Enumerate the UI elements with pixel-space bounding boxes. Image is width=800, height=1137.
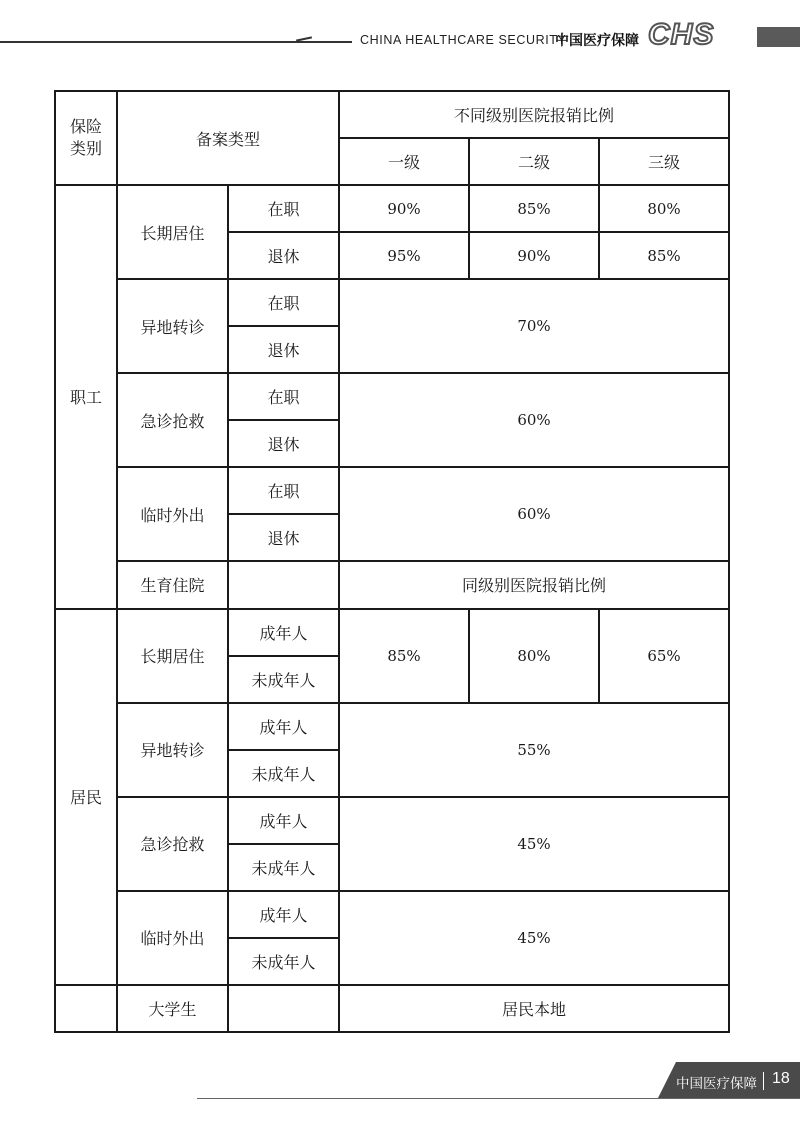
header-level-3: 三级 [599, 138, 729, 185]
resident-emergency-minor: 未成年人 [228, 844, 339, 891]
employee-emergency-employed: 在职 [228, 373, 339, 420]
header-filing-type: 备案类型 [117, 91, 339, 185]
employee-temporary-employed: 在职 [228, 467, 339, 514]
header-rule [0, 41, 352, 43]
footer-separator [763, 1072, 764, 1090]
resident-temporary-minor: 未成年人 [228, 938, 339, 985]
employee-transfer-label: 异地转诊 [117, 279, 228, 373]
student-sub [228, 985, 339, 1032]
employee-emergency-retired: 退休 [228, 420, 339, 467]
resident-long-term-level3: 65% [599, 609, 729, 703]
employee-temporary-retired: 退休 [228, 514, 339, 561]
page-number: 18 [772, 1070, 790, 1087]
resident-long-term-level1: 85% [339, 609, 469, 703]
employee-long-term-employed-level2: 85% [469, 185, 599, 232]
resident-temporary-label: 临时外出 [117, 891, 228, 985]
category-employee: 职工 [55, 185, 117, 608]
employee-emergency-label: 急诊抢救 [117, 373, 228, 467]
category-resident: 居民 [55, 609, 117, 985]
header-level-2: 二级 [469, 138, 599, 185]
employee-long-term-retired-level3: 85% [599, 232, 729, 279]
resident-transfer-minor: 未成年人 [228, 750, 339, 797]
resident-emergency-value: 45% [339, 797, 729, 891]
resident-transfer-value: 55% [339, 703, 729, 797]
resident-temporary-value: 45% [339, 891, 729, 985]
employee-maternity-value: 同级别医院报销比例 [339, 561, 729, 608]
resident-long-term-minor: 未成年人 [228, 656, 339, 703]
footer-publication: 中国医疗保障 [676, 1076, 757, 1092]
footer-rule [197, 1098, 800, 1099]
header-level-1: 一级 [339, 138, 469, 185]
reimbursement-table [54, 90, 730, 1033]
employee-maternity-sub [228, 561, 339, 608]
header-insurance-type: 保险 类别 [55, 91, 117, 185]
header-corner-block [757, 27, 800, 47]
resident-long-term-adult: 成年人 [228, 609, 339, 656]
resident-long-term-level2: 80% [469, 609, 599, 703]
header-english-title: CHINA HEALTHCARE SECURITY [360, 33, 567, 47]
employee-emergency-value: 60% [339, 373, 729, 467]
resident-long-term-label: 长期居住 [117, 609, 228, 703]
student-label: 大学生 [117, 985, 228, 1032]
employee-long-term-employed: 在职 [228, 185, 339, 232]
employee-long-term-label: 长期居住 [117, 185, 228, 279]
employee-long-term-employed-level3: 80% [599, 185, 729, 232]
resident-emergency-adult: 成年人 [228, 797, 339, 844]
employee-long-term-retired-level2: 90% [469, 232, 599, 279]
employee-long-term-retired: 退休 [228, 232, 339, 279]
employee-temporary-value: 60% [339, 467, 729, 561]
header-ratio-title: 不同级别医院报销比例 [339, 91, 729, 138]
employee-transfer-employed: 在职 [228, 279, 339, 326]
resident-emergency-label: 急诊抢救 [117, 797, 228, 891]
header-chinese-title: 中国医疗保障 [555, 33, 639, 49]
employee-long-term-employed-level1: 90% [339, 185, 469, 232]
employee-temporary-label: 临时外出 [117, 467, 228, 561]
category-student-blank [55, 985, 117, 1032]
employee-transfer-retired: 退休 [228, 326, 339, 373]
employee-long-term-retired-level1: 95% [339, 232, 469, 279]
student-value: 居民本地 [339, 985, 729, 1032]
chs-logo: CHS [648, 18, 715, 51]
resident-temporary-adult: 成年人 [228, 891, 339, 938]
resident-transfer-adult: 成年人 [228, 703, 339, 750]
employee-maternity-label: 生育住院 [117, 561, 228, 608]
employee-transfer-value: 70% [339, 279, 729, 373]
resident-transfer-label: 异地转诊 [117, 703, 228, 797]
